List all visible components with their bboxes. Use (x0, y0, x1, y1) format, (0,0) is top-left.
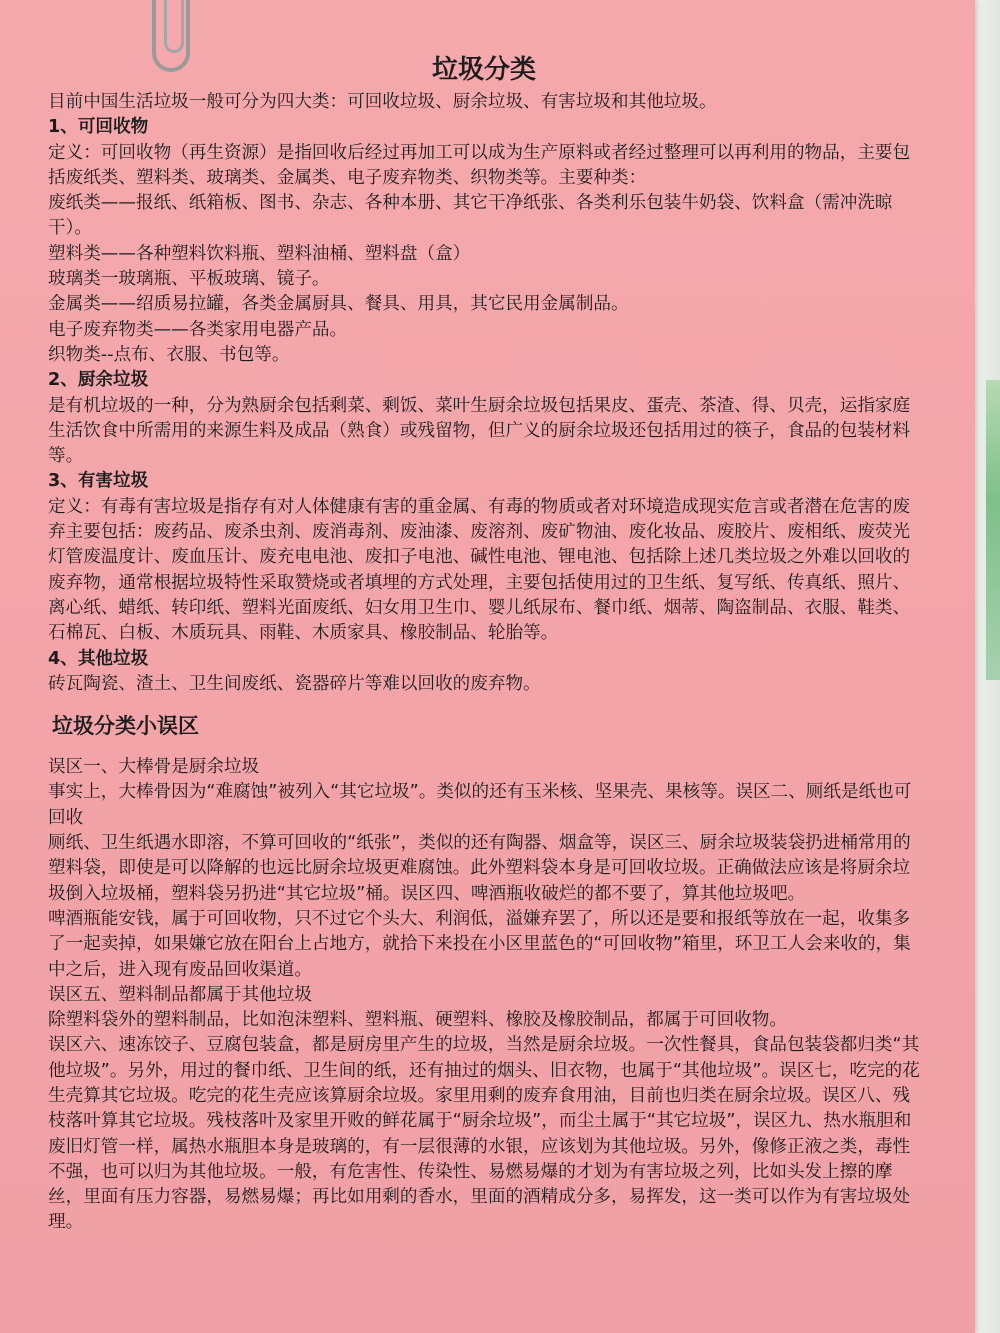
myths-heading: 垃圾分类小误区 (52, 714, 199, 739)
section-line: 玻璃类一玻璃瓶、平板玻璃、镜子。 (48, 269, 330, 290)
section-line: 定义：可回收物（再生资源）是指回收后经过再加工可以成为生产原料或者经过整理可以再利用的物品，主要包括废纸类、塑料类、玻璃类、金属类、电子废弃物类、织物类等。主要种类： (48, 142, 911, 188)
section-line: 砖瓦陶瓷、渣土、卫生间废纸、瓷器碎片等难以回收的废弃物。 (48, 673, 541, 694)
section-other-waste (48, 647, 920, 698)
section-line: 金属类——绍质易拉罐，各类金属厨具、餐具、用具，其它民用金属制品。 (48, 294, 629, 315)
myth-paragraph: 事实上，大棒骨因为“难腐蚀”被列入“其它垃圾”。类似的还有玉米核、坚果壳、果核等。误区二、厕纸是纸也可回收 (48, 782, 912, 828)
section-line: 废纸类——报纸、纸箱板、图书、杂志、各种本册、其它干净纸张、各类利乐包装牛奶袋、饮料盒（需冲洗晾干）。 (48, 193, 893, 239)
section-line: 电子废弃物类——各类家用电器产品。 (48, 319, 348, 340)
section-line: 塑料类——各种塑料饮料瓶、塑料油桶、塑料盘（盒） (48, 243, 471, 264)
background-green-strip (986, 380, 1000, 680)
section-line: 是有机垃圾的一种，分为熟厨余包括剩菜、剩饭、菜叶生厨余垃圾包括果皮、蛋壳、茶渣、得、贝壳，运指家庭生活饮食中所需用的来源生料及成品（熟食）或残留物，但广义的厨余垃圾还包括用过的筷子，食品的包装材料等。 (48, 395, 911, 467)
myths-list (48, 755, 920, 1236)
myth-paragraph: 误区五、塑料制品都属于其他垃圾 (48, 984, 312, 1005)
section-line: 定义：有毒有害垃圾是指存有对人体健康有害的重金属、有毒的物质或者对环境造成现实危言或者潜在危害的废弃主要包括：废药品、废杀虫剂、废消毒剂、废油漆、废溶剂、废矿物油、废化妆品、废胶片、废相纸、废荧光灯管废温度计、废血压计、废充电电池、废扣子电池、碱性电池、锂电池、包括除上述几类垃圾之外难以回收的废弃物，通常根据垃圾特性采取赞烧或者填埋的方式处理，主要包括使用过的卫生纸、复写纸、传真纸、照片、离心纸、蜡纸、转印纸、塑料光面废纸、妇女用卫生巾、婴儿纸尿布、餐巾纸、烟蒂、陶盗制品、衣服、鞋类、石棉瓦、白板、木质玩具、雨鞋、木质家具、橡胶制品、轮胎等。 (48, 496, 911, 644)
myth-paragraph: 啤酒瓶能安钱，属于可回收物，只不过它个头大、利润低，溢嫌弃罢了，所以还是要和报纸等放在一起，收集多了一起卖掉，如果嫌它放在阳台上占地方，就拾下来投在小区里蓝色的“可回收物”箱里，环卫工人会来收的，集中之后，进入现有废品回收渠道。 (48, 908, 911, 980)
document-body (48, 50, 920, 1236)
page-title: 垃圾分类 (431, 55, 536, 85)
section-hazardous-waste (48, 469, 920, 646)
intro-text: 目前中国生活垃圾一般可分为四大类：可回收垃圾、厨余垃圾、有害垃圾和其他垃圾。 (48, 92, 717, 112)
section-kitchen-waste (48, 368, 920, 469)
section-heading: 3、有害垃圾 (48, 471, 149, 492)
myth-paragraph: 误区一、大棒骨是厨余垃圾 (48, 757, 260, 778)
myth-paragraph: 厕纸、卫生纸遇水即溶，不算可回收的“纸张”，类似的还有陶器、烟盒等，误区三、厨余垃圾装袋扔进桶常用的塑料袋，即使是可以降解的也远比厨余垃圾更难腐蚀。此外塑料袋本身是可回收垃圾。正确做法应该是将厨余垃圾倒入垃圾桶，塑料袋另扔进“其它垃圾”桶。误区四、啤酒瓶收破烂的都不要了，算其他垃圾吧。 (48, 833, 911, 904)
section-heading: 2、厨余垃圾 (48, 370, 149, 391)
section-line: 织物类--点布、衣服、书包等。 (48, 344, 290, 365)
myth-paragraph: 除塑料袋外的塑料制品，比如泡沫塑料、塑料瓶、硬塑料、橡胶及橡胶制品，都属于可回收物。 (48, 1010, 787, 1031)
section-heading: 4、其他垃圾 (48, 648, 149, 669)
section-heading: 1、可回收物 (48, 117, 149, 138)
myth-paragraph: 误区六、速冻饺子、豆腐包装盒，都是厨房里产生的垃圾，当然是厨余垃圾。一次性餐具，食品包装袋都归类“其他垃圾”。另外，用过的餐巾纸、卫生间的纸，还有抽过的烟头、旧衣物，也属于“其他垃圾”。误区七，吃完的花生壳算其它垃圾。吃完的花生壳应该算厨余垃圾。家里用剩的废弃食用油，目前也归类在厨余垃圾。误区八、残枝落叶算其它垃圾。残枝落叶及家里开败的鲜花属于“厨余垃圾”，而尘土属于“其它垃圾”，误区九、热水瓶胆和废旧灯管一样，属热水瓶胆本身是玻璃的，有一层很薄的水银，应该划为其他垃圾。另外，像修正液之类，毒性不强，也可以归为其他垃圾。一般，有危害性、传染性、易燃易爆的才划为有害垃圾之列，比如头发上擦的摩丝，里面有压力容器，易燃易爆；再比如用剩的香水，里面的酒精成分多，易挥发，这一类可以作为有害垃圾处理。 (48, 1035, 920, 1233)
section-recyclable (48, 115, 920, 368)
